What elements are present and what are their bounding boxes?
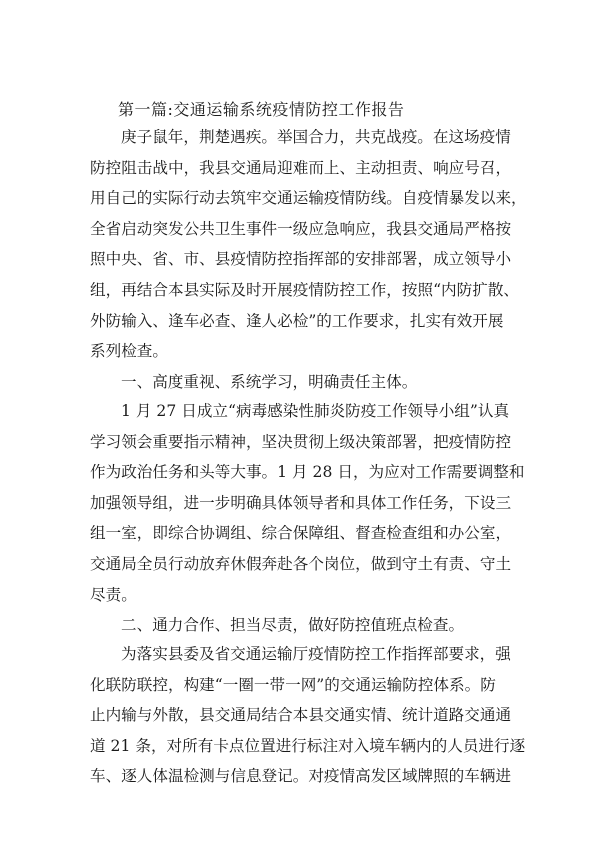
paragraph-line: 为落实县委及省交通运输厅疫情防控工作指挥部要求，强 — [121, 645, 511, 663]
paragraph-line: 防控阻击战中，我县交通局迎难而上、主动担责、响应号召， — [90, 158, 512, 177]
paragraph-line: 止内输与外散，县交通局结合本县交通实情、统计道路交通通 — [90, 706, 512, 725]
paragraph-line: 车、逐人体温检测与信息登记。对疫情高发区域牌照的车辆进 — [90, 767, 512, 786]
paragraph-line: 交通局全员行动放弃休假奔赴各个岗位，做到守土有责、守土 — [90, 554, 512, 573]
paragraph-line: 1 月 27 日成立“病毒感染性肺炎防疫工作领导小组”认真 — [121, 402, 510, 420]
paragraph-line: 全省启动突发公共卫生事件一级应急响应，我县交通局严格按 — [90, 219, 512, 238]
paragraph-line: 学习领会重要指示精神，坚决贯彻上级决策部署，把疫情防控 — [90, 432, 512, 451]
paragraph-line: 尽责。 — [90, 585, 137, 604]
paragraph-line: 照中央、省、市、县疫情防控指挥部的安排部署，成立领导小 — [90, 250, 512, 269]
paragraph-line: 加强领导组，进一步明确具体领导者和具体工作任务，下设三 — [90, 493, 512, 512]
paragraph-line: 庚子鼠年，荆楚遇疾。举国合力，共克战疫。在这场疫情 — [121, 128, 511, 146]
paragraph-line: 组，再结合本县实际及时开展疫情防控工作，按照“内防扩散、 — [90, 280, 520, 299]
paragraph-line: 化联防联控，构建“一圈一带一网”的交通运输防控体系。防 — [90, 675, 496, 694]
paragraph-line: 作为政治任务和头等大事。1 月 28 日，为应对工作需要调整和 — [90, 463, 525, 482]
paragraph-section-2 — [90, 639, 526, 792]
paragraph-line: 组一室，即综合协调组、综合保障组、督查检查组和办公室， — [90, 524, 512, 543]
paragraph-line: 系列检查。 — [90, 342, 168, 361]
section-heading-1: 一、高度重视、系统学习，明确责任主体。 — [121, 373, 418, 391]
document-title: 第一篇:交通运输系统疫情防控工作报告 — [118, 100, 405, 119]
paragraph-line: 用自己的实际行动去筑牢交通运输疫情防线。自疫情暴发以来， — [90, 189, 527, 208]
paragraph-line: 道 21 条，对所有卡点位置进行标注对入境车辆内的人员进行逐 — [90, 736, 526, 755]
section-heading-2: 二、通力合作、担当尽责，做好防控值班点检查。 — [121, 616, 465, 634]
paragraph-line: 外防输入、逢车必查、逢人必检”的工作要求，扎实有效开展 — [90, 311, 504, 330]
paragraph-section-1 — [90, 396, 525, 610]
paragraph-intro — [90, 122, 527, 367]
